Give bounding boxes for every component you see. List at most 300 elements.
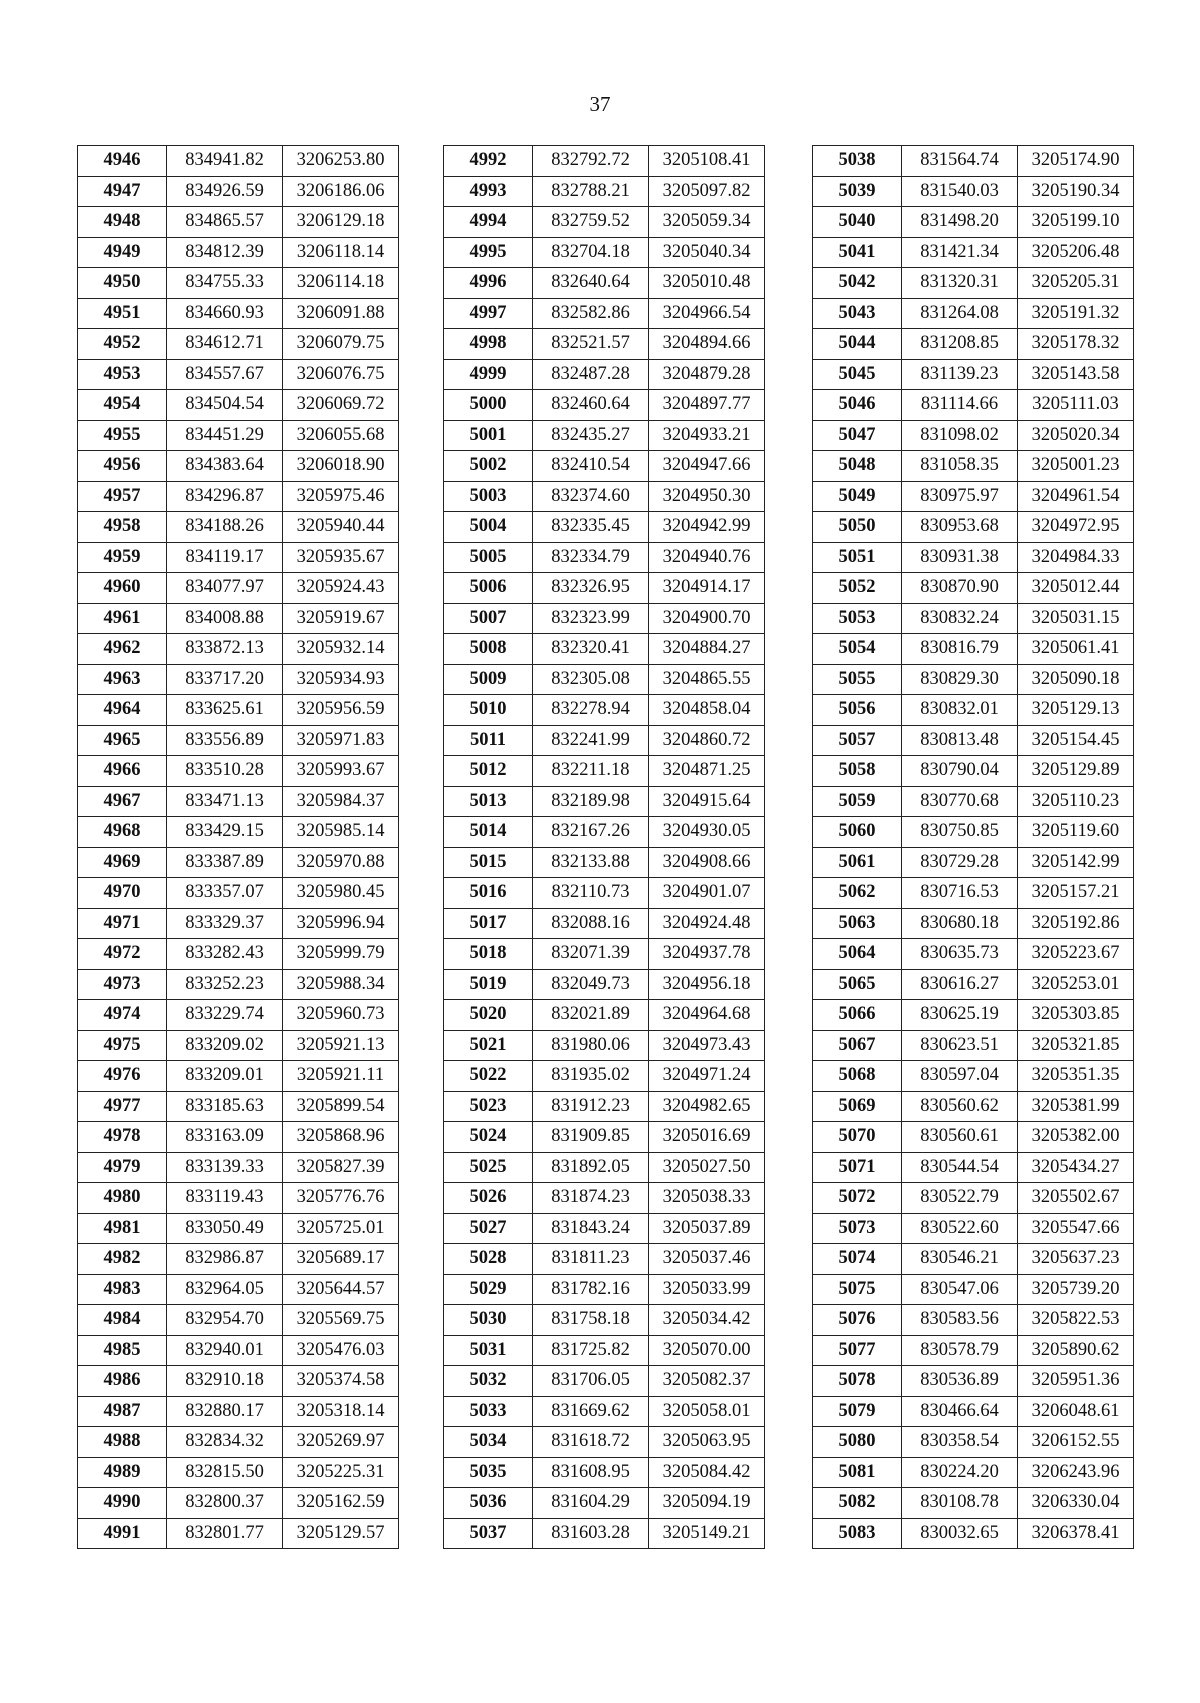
y-coordinate-cell: 3204860.72 [649, 725, 765, 756]
point-number-cell: 5071 [813, 1152, 902, 1183]
table-row [78, 1244, 399, 1275]
point-number-cell: 5042 [813, 268, 902, 299]
point-number-cell: 4950 [78, 268, 167, 299]
y-coordinate-cell: 3205476.03 [283, 1335, 399, 1366]
table-row [78, 1061, 399, 1092]
table-row [813, 1274, 1134, 1305]
table-row [813, 359, 1134, 390]
y-coordinate-cell: 3205191.32 [1018, 298, 1134, 329]
y-coordinate-cell: 3205999.79 [283, 939, 399, 970]
table-row [444, 573, 765, 604]
x-coordinate-cell: 832759.52 [533, 207, 649, 238]
y-coordinate-cell: 3205919.67 [283, 603, 399, 634]
y-coordinate-cell: 3204865.55 [649, 664, 765, 695]
table-row [78, 481, 399, 512]
point-number-cell: 5080 [813, 1427, 902, 1458]
table-row [78, 1518, 399, 1549]
point-number-cell: 4952 [78, 329, 167, 360]
x-coordinate-cell: 833510.28 [167, 756, 283, 787]
point-number-cell: 5022 [444, 1061, 533, 1092]
table-row [78, 268, 399, 299]
y-coordinate-cell: 3205033.99 [649, 1274, 765, 1305]
point-number-cell: 5045 [813, 359, 902, 390]
table-row [78, 1030, 399, 1061]
y-coordinate-cell: 3205010.48 [649, 268, 765, 299]
table-row [813, 268, 1134, 299]
point-number-cell: 5064 [813, 939, 902, 970]
x-coordinate-cell: 832410.54 [533, 451, 649, 482]
table-row [444, 1213, 765, 1244]
table-row [78, 1000, 399, 1031]
y-coordinate-cell: 3205084.42 [649, 1457, 765, 1488]
x-coordinate-cell: 834383.64 [167, 451, 283, 482]
y-coordinate-cell: 3205980.45 [283, 878, 399, 909]
point-number-cell: 5011 [444, 725, 533, 756]
y-coordinate-cell: 3205960.73 [283, 1000, 399, 1031]
point-number-cell: 5063 [813, 908, 902, 939]
y-coordinate-cell: 3204942.99 [649, 512, 765, 543]
point-number-cell: 5027 [444, 1213, 533, 1244]
table-row [444, 1488, 765, 1519]
point-number-cell: 5079 [813, 1396, 902, 1427]
x-coordinate-cell: 832792.72 [533, 146, 649, 177]
point-number-cell: 4971 [78, 908, 167, 939]
point-number-cell: 5072 [813, 1183, 902, 1214]
point-number-cell: 5034 [444, 1427, 533, 1458]
point-number-cell: 5005 [444, 542, 533, 573]
table-row [78, 390, 399, 421]
x-coordinate-cell: 834077.97 [167, 573, 283, 604]
y-coordinate-cell: 3206048.61 [1018, 1396, 1134, 1427]
point-number-cell: 4947 [78, 176, 167, 207]
y-coordinate-cell: 3205162.59 [283, 1488, 399, 1519]
table-row [78, 908, 399, 939]
table-row [78, 542, 399, 573]
x-coordinate-cell: 831782.16 [533, 1274, 649, 1305]
x-coordinate-cell: 833209.02 [167, 1030, 283, 1061]
y-coordinate-cell: 3205951.36 [1018, 1366, 1134, 1397]
x-coordinate-cell: 830536.89 [902, 1366, 1018, 1397]
y-coordinate-cell: 3205070.00 [649, 1335, 765, 1366]
table-row [444, 1091, 765, 1122]
point-number-cell: 4957 [78, 481, 167, 512]
y-coordinate-cell: 3205689.17 [283, 1244, 399, 1275]
x-coordinate-cell: 830616.27 [902, 969, 1018, 1000]
y-coordinate-cell: 3204972.95 [1018, 512, 1134, 543]
table-row [78, 329, 399, 360]
point-number-cell: 5028 [444, 1244, 533, 1275]
point-number-cell: 5038 [813, 146, 902, 177]
table-row [78, 420, 399, 451]
point-number-cell: 5078 [813, 1366, 902, 1397]
point-number-cell: 4996 [444, 268, 533, 299]
point-number-cell: 5029 [444, 1274, 533, 1305]
x-coordinate-cell: 830953.68 [902, 512, 1018, 543]
point-number-cell: 4975 [78, 1030, 167, 1061]
point-number-cell: 4970 [78, 878, 167, 909]
point-number-cell: 5020 [444, 1000, 533, 1031]
x-coordinate-cell: 833471.13 [167, 786, 283, 817]
table-row [78, 1274, 399, 1305]
point-number-cell: 5033 [444, 1396, 533, 1427]
table-row [444, 847, 765, 878]
y-coordinate-cell: 3205031.15 [1018, 603, 1134, 634]
x-coordinate-cell: 832335.45 [533, 512, 649, 543]
y-coordinate-cell: 3204956.18 [649, 969, 765, 1000]
y-coordinate-cell: 3205037.89 [649, 1213, 765, 1244]
y-coordinate-cell: 3205034.42 [649, 1305, 765, 1336]
table-row [813, 908, 1134, 939]
y-coordinate-cell: 3206076.75 [283, 359, 399, 390]
y-coordinate-cell: 3205061.41 [1018, 634, 1134, 665]
x-coordinate-cell: 832880.17 [167, 1396, 283, 1427]
point-number-cell: 5069 [813, 1091, 902, 1122]
y-coordinate-cell: 3206378.41 [1018, 1518, 1134, 1549]
table-row [78, 207, 399, 238]
table-row [813, 1061, 1134, 1092]
x-coordinate-cell: 831320.31 [902, 268, 1018, 299]
table-row [444, 1183, 765, 1214]
x-coordinate-cell: 832326.95 [533, 573, 649, 604]
x-coordinate-cell: 831725.82 [533, 1335, 649, 1366]
table-row [813, 146, 1134, 177]
point-number-cell: 4978 [78, 1122, 167, 1153]
point-number-cell: 5076 [813, 1305, 902, 1336]
y-coordinate-cell: 3204961.54 [1018, 481, 1134, 512]
x-coordinate-cell: 833229.74 [167, 1000, 283, 1031]
table-row [444, 786, 765, 817]
y-coordinate-cell: 3205985.14 [283, 817, 399, 848]
table-row [813, 1427, 1134, 1458]
x-coordinate-cell: 832801.77 [167, 1518, 283, 1549]
y-coordinate-cell: 3205569.75 [283, 1305, 399, 1336]
x-coordinate-cell: 831874.23 [533, 1183, 649, 1214]
point-number-cell: 5032 [444, 1366, 533, 1397]
x-coordinate-cell: 831058.35 [902, 451, 1018, 482]
x-coordinate-cell: 834812.39 [167, 237, 283, 268]
table-row [813, 1152, 1134, 1183]
x-coordinate-cell: 832704.18 [533, 237, 649, 268]
y-coordinate-cell: 3205932.14 [283, 634, 399, 665]
x-coordinate-cell: 830770.68 [902, 786, 1018, 817]
x-coordinate-cell: 832211.18 [533, 756, 649, 787]
y-coordinate-cell: 3205192.86 [1018, 908, 1134, 939]
point-number-cell: 5026 [444, 1183, 533, 1214]
table-row [813, 1000, 1134, 1031]
table-row [444, 939, 765, 970]
x-coordinate-cell: 832940.01 [167, 1335, 283, 1366]
x-coordinate-cell: 834755.33 [167, 268, 283, 299]
x-coordinate-cell: 831909.85 [533, 1122, 649, 1153]
x-coordinate-cell: 830466.64 [902, 1396, 1018, 1427]
table-row [444, 176, 765, 207]
table-row [444, 420, 765, 451]
table-row [78, 359, 399, 390]
y-coordinate-cell: 3206114.18 [283, 268, 399, 299]
point-number-cell: 5049 [813, 481, 902, 512]
point-number-cell: 5021 [444, 1030, 533, 1061]
y-coordinate-cell: 3204901.07 [649, 878, 765, 909]
table-row [813, 542, 1134, 573]
x-coordinate-cell: 831608.95 [533, 1457, 649, 1488]
point-number-cell: 4954 [78, 390, 167, 421]
table-row [813, 603, 1134, 634]
point-number-cell: 5003 [444, 481, 533, 512]
point-number-cell: 5070 [813, 1122, 902, 1153]
point-number-cell: 5050 [813, 512, 902, 543]
point-number-cell: 4992 [444, 146, 533, 177]
y-coordinate-cell: 3205129.13 [1018, 695, 1134, 726]
table-row [444, 1030, 765, 1061]
x-coordinate-cell: 834008.88 [167, 603, 283, 634]
x-coordinate-cell: 832435.27 [533, 420, 649, 451]
y-coordinate-cell: 3205547.66 [1018, 1213, 1134, 1244]
point-number-cell: 4958 [78, 512, 167, 543]
table-row [444, 1274, 765, 1305]
table-row [444, 756, 765, 787]
y-coordinate-cell: 3204940.76 [649, 542, 765, 573]
y-coordinate-cell: 3205143.58 [1018, 359, 1134, 390]
table-row [444, 1518, 765, 1549]
y-coordinate-cell: 3204966.54 [649, 298, 765, 329]
x-coordinate-cell: 833872.13 [167, 634, 283, 665]
point-number-cell: 5030 [444, 1305, 533, 1336]
point-number-cell: 4977 [78, 1091, 167, 1122]
table-row [813, 939, 1134, 970]
x-coordinate-cell: 834296.87 [167, 481, 283, 512]
table-row [813, 176, 1134, 207]
y-coordinate-cell: 3205037.46 [649, 1244, 765, 1275]
table-row [813, 878, 1134, 909]
point-number-cell: 4961 [78, 603, 167, 634]
point-number-cell: 4986 [78, 1366, 167, 1397]
x-coordinate-cell: 830597.04 [902, 1061, 1018, 1092]
x-coordinate-cell: 832133.88 [533, 847, 649, 878]
y-coordinate-cell: 3205739.20 [1018, 1274, 1134, 1305]
y-coordinate-cell: 3204871.25 [649, 756, 765, 787]
table-row [444, 1122, 765, 1153]
table-row [444, 1061, 765, 1092]
x-coordinate-cell: 832320.41 [533, 634, 649, 665]
y-coordinate-cell: 3205129.89 [1018, 756, 1134, 787]
x-coordinate-cell: 833119.43 [167, 1183, 283, 1214]
y-coordinate-cell: 3205111.03 [1018, 390, 1134, 421]
point-number-cell: 4960 [78, 573, 167, 604]
y-coordinate-cell: 3205351.35 [1018, 1061, 1134, 1092]
x-coordinate-cell: 833387.89 [167, 847, 283, 878]
point-number-cell: 4964 [78, 695, 167, 726]
point-number-cell: 5025 [444, 1152, 533, 1183]
y-coordinate-cell: 3205119.60 [1018, 817, 1134, 848]
x-coordinate-cell: 833209.01 [167, 1061, 283, 1092]
y-coordinate-cell: 3206330.04 [1018, 1488, 1134, 1519]
y-coordinate-cell: 3206129.18 [283, 207, 399, 238]
x-coordinate-cell: 830625.19 [902, 1000, 1018, 1031]
x-coordinate-cell: 833625.61 [167, 695, 283, 726]
point-number-cell: 4990 [78, 1488, 167, 1519]
table-row [444, 817, 765, 848]
table-row [813, 1183, 1134, 1214]
x-coordinate-cell: 833050.49 [167, 1213, 283, 1244]
y-coordinate-cell: 3205382.00 [1018, 1122, 1134, 1153]
y-coordinate-cell: 3206091.88 [283, 298, 399, 329]
point-number-cell: 5018 [444, 939, 533, 970]
y-coordinate-cell: 3204964.68 [649, 1000, 765, 1031]
y-coordinate-cell: 3205253.01 [1018, 969, 1134, 1000]
table-row [813, 664, 1134, 695]
table-row [444, 359, 765, 390]
y-coordinate-cell: 3204947.66 [649, 451, 765, 482]
y-coordinate-cell: 3205090.18 [1018, 664, 1134, 695]
point-number-cell: 4962 [78, 634, 167, 665]
point-number-cell: 5073 [813, 1213, 902, 1244]
table-row [78, 756, 399, 787]
y-coordinate-cell: 3204930.05 [649, 817, 765, 848]
point-number-cell: 4973 [78, 969, 167, 1000]
y-coordinate-cell: 3205984.37 [283, 786, 399, 817]
y-coordinate-cell: 3205110.23 [1018, 786, 1134, 817]
point-number-cell: 5082 [813, 1488, 902, 1519]
y-coordinate-cell: 3205970.88 [283, 847, 399, 878]
point-number-cell: 4995 [444, 237, 533, 268]
point-number-cell: 4985 [78, 1335, 167, 1366]
x-coordinate-cell: 831421.34 [902, 237, 1018, 268]
x-coordinate-cell: 830623.51 [902, 1030, 1018, 1061]
x-coordinate-cell: 832278.94 [533, 695, 649, 726]
point-number-cell: 4959 [78, 542, 167, 573]
table-row [78, 817, 399, 848]
table-row [78, 1091, 399, 1122]
y-coordinate-cell: 3205899.54 [283, 1091, 399, 1122]
x-coordinate-cell: 832788.21 [533, 176, 649, 207]
table-row [78, 573, 399, 604]
x-coordinate-cell: 830635.73 [902, 939, 1018, 970]
point-number-cell: 5046 [813, 390, 902, 421]
table-row [813, 1213, 1134, 1244]
point-number-cell: 5007 [444, 603, 533, 634]
x-coordinate-cell: 833139.33 [167, 1152, 283, 1183]
point-number-cell: 4963 [78, 664, 167, 695]
point-number-cell: 4951 [78, 298, 167, 329]
y-coordinate-cell: 3206118.14 [283, 237, 399, 268]
x-coordinate-cell: 831603.28 [533, 1518, 649, 1549]
y-coordinate-cell: 3205063.95 [649, 1427, 765, 1458]
coordinates-table-2 [443, 145, 765, 1549]
point-number-cell: 5041 [813, 237, 902, 268]
point-number-cell: 5043 [813, 298, 902, 329]
x-coordinate-cell: 830560.61 [902, 1122, 1018, 1153]
table-row [78, 1457, 399, 1488]
point-number-cell: 5039 [813, 176, 902, 207]
table-row [78, 1213, 399, 1244]
y-coordinate-cell: 3205993.67 [283, 756, 399, 787]
point-number-cell: 4956 [78, 451, 167, 482]
table-row [78, 847, 399, 878]
y-coordinate-cell: 3205001.23 [1018, 451, 1134, 482]
point-number-cell: 4987 [78, 1396, 167, 1427]
x-coordinate-cell: 833429.15 [167, 817, 283, 848]
table-row [813, 1030, 1134, 1061]
x-coordinate-cell: 832460.64 [533, 390, 649, 421]
point-number-cell: 5024 [444, 1122, 533, 1153]
x-coordinate-cell: 831758.18 [533, 1305, 649, 1336]
y-coordinate-cell: 3205956.59 [283, 695, 399, 726]
table-row [813, 481, 1134, 512]
point-number-cell: 5047 [813, 420, 902, 451]
table-row [444, 695, 765, 726]
table-row [444, 1000, 765, 1031]
table-row [78, 237, 399, 268]
point-number-cell: 5035 [444, 1457, 533, 1488]
table-row [813, 390, 1134, 421]
y-coordinate-cell: 3206253.80 [283, 146, 399, 177]
table-row [813, 1091, 1134, 1122]
point-number-cell: 5057 [813, 725, 902, 756]
point-number-cell: 4999 [444, 359, 533, 390]
x-coordinate-cell: 832049.73 [533, 969, 649, 1000]
point-number-cell: 5002 [444, 451, 533, 482]
table-row [78, 725, 399, 756]
point-number-cell: 5010 [444, 695, 533, 726]
y-coordinate-cell: 3205374.58 [283, 1366, 399, 1397]
point-number-cell: 5075 [813, 1274, 902, 1305]
y-coordinate-cell: 3205988.34 [283, 969, 399, 1000]
x-coordinate-cell: 830832.01 [902, 695, 1018, 726]
x-coordinate-cell: 832815.50 [167, 1457, 283, 1488]
x-coordinate-cell: 831114.66 [902, 390, 1018, 421]
x-coordinate-cell: 830829.30 [902, 664, 1018, 695]
point-number-cell: 5053 [813, 603, 902, 634]
table-row [444, 481, 765, 512]
point-number-cell: 5062 [813, 878, 902, 909]
y-coordinate-cell: 3205038.33 [649, 1183, 765, 1214]
x-coordinate-cell: 832800.37 [167, 1488, 283, 1519]
x-coordinate-cell: 834612.71 [167, 329, 283, 360]
y-coordinate-cell: 3205868.96 [283, 1122, 399, 1153]
point-number-cell: 4984 [78, 1305, 167, 1336]
point-number-cell: 5068 [813, 1061, 902, 1092]
point-number-cell: 5059 [813, 786, 902, 817]
x-coordinate-cell: 830870.90 [902, 573, 1018, 604]
point-number-cell: 5004 [444, 512, 533, 543]
y-coordinate-cell: 3204914.17 [649, 573, 765, 604]
table-row [78, 1488, 399, 1519]
x-coordinate-cell: 834660.93 [167, 298, 283, 329]
point-number-cell: 4969 [78, 847, 167, 878]
table-row [444, 1396, 765, 1427]
y-coordinate-cell: 3204915.64 [649, 786, 765, 817]
point-number-cell: 4991 [78, 1518, 167, 1549]
y-coordinate-cell: 3205318.14 [283, 1396, 399, 1427]
x-coordinate-cell: 833717.20 [167, 664, 283, 695]
table-row [444, 451, 765, 482]
y-coordinate-cell: 3205644.57 [283, 1274, 399, 1305]
point-number-cell: 5016 [444, 878, 533, 909]
y-coordinate-cell: 3204973.43 [649, 1030, 765, 1061]
x-coordinate-cell: 834941.82 [167, 146, 283, 177]
y-coordinate-cell: 3206152.55 [1018, 1427, 1134, 1458]
point-number-cell: 4965 [78, 725, 167, 756]
y-coordinate-cell: 3205725.01 [283, 1213, 399, 1244]
point-number-cell: 4946 [78, 146, 167, 177]
x-coordinate-cell: 832323.99 [533, 603, 649, 634]
table-row [444, 725, 765, 756]
y-coordinate-cell: 3205199.10 [1018, 207, 1134, 238]
table-row [813, 451, 1134, 482]
table-row [444, 390, 765, 421]
point-number-cell: 4993 [444, 176, 533, 207]
y-coordinate-cell: 3205827.39 [283, 1152, 399, 1183]
